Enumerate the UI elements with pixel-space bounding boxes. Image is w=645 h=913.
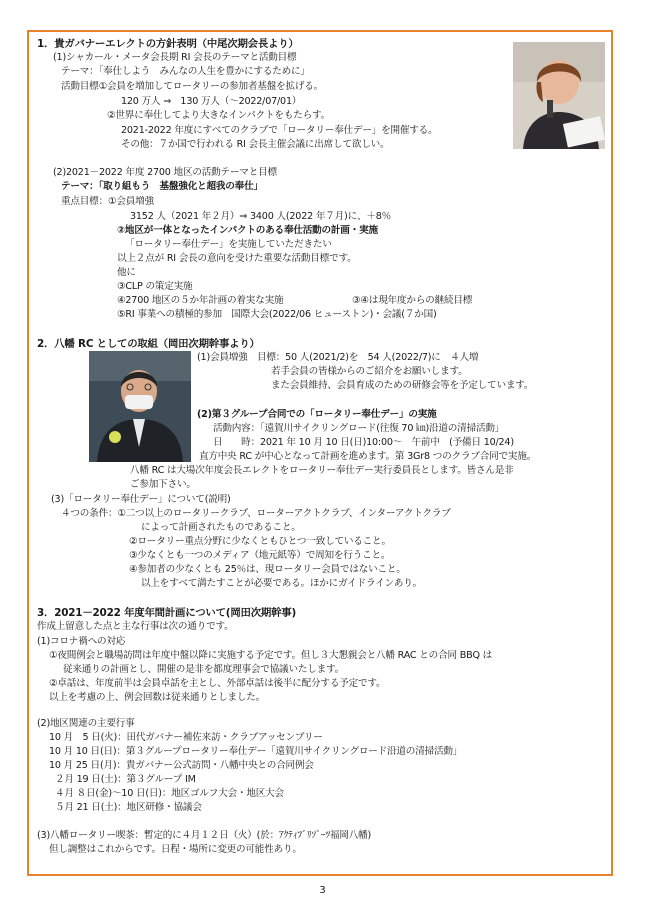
section1-title: 1．貴ガバナーエレクトの方針表明（中尾次期会長より） (37, 38, 299, 50)
section1-sub2-items-label: 重点目標：①会員増強 (61, 196, 154, 207)
section2-line10: (3)「ロータリー奉仕デー」について(説明) (51, 494, 231, 505)
section2-line11: ４つの条件：①二つ以上のロータリークラブ、ローターアクトクラブ、インターアクトクラブ (61, 508, 451, 519)
section1-sub2-item4: ④2700 地区の５か年計画の着実な実施 (117, 295, 284, 306)
section2-line7: 直方中央 RC が中心となって計画を進めます。第 3Gr8 つのクラブ合同で実施。 (199, 451, 537, 462)
section1-sub2-theme: テーマ：「取り組もう 基盤強化と超我の奉仕」 (61, 181, 263, 192)
speaker-photo-nakao (513, 42, 605, 149)
speaker-photo-okada (89, 351, 191, 462)
section2-line2: 若手会員の皆様からのご紹介をお願いします。 (271, 366, 468, 377)
section2-line8: 八幡 RC は大場次年度会長エレクトをロータリー奉仕デー実行委員長とします。皆さん是非 (130, 465, 514, 476)
section1-sub2-item4-note: ③④は現年度からの継続目標 (352, 295, 473, 306)
section2-line12: によって計画されたものであること。 (141, 522, 301, 533)
section1-sub2-other: 他に (117, 267, 136, 278)
section3-line6: 以上を考慮の上、例会回数は従来通りとしました。 (49, 692, 266, 703)
section3-title: 3．2021－2022 年度年間計画について(岡田次期幹事) (37, 607, 297, 619)
section1-sub1-goal2b: その他：７か国で行われる RI 会長主催会議に出席して欲しい。 (121, 139, 390, 150)
section1-sub2-item2a: 「ロータリー奉仕デー」を実施していただきたい (125, 239, 332, 250)
section3-event1: 10 月 5 日(火)：田代ガバナー補佐来訪・クラブアッセンブリー (49, 732, 323, 743)
section1-sub1-theme: テーマ：「奉仕しよう みんなの人生を豊かにするために」 (61, 66, 310, 77)
section1-sub1-numbers: 120 万人 ⇒ 130 万人（～2022/07/01） (121, 96, 302, 107)
section1-sub2-heading: (2)2021－2022 年度 2700 地区の活動テーマと目標 (53, 167, 277, 178)
section1-sub2-numbers: 3152 人（2021 年２月）⇒ 3400 人(2022 年７月)に、＋8％ (130, 211, 392, 222)
section1-sub2-item3: ③CLP の策定実施 (117, 281, 193, 292)
section2-line16: 以上をすべて満たすことが必要である。ほかにガイドラインあり。 (141, 578, 423, 589)
section3-line14: (3)八幡ロータリー喫茶：暫定的に４月１２日（火）(於：ｱｸﾃｨﾌﾞﾘｿﾞｰﾂ福岡八幡) (37, 830, 372, 841)
section3-line1: 作成上留意した点と主な行事は次の通りです。 (37, 621, 234, 632)
section2-line5: 活動内容：「遠賀川サイクリングロード(往復 70 ㎞)沿道の清掃活動」 (213, 423, 505, 434)
section3-line15: 但し調整はこれからです。日程・場所に変更の可能性あり。 (49, 844, 302, 855)
section2-line4: (2)第３グループ合同での「ロータリー奉仕デー」の実施 (197, 409, 437, 420)
section3-line7: (2)地区関連の主要行事 (37, 718, 135, 729)
section3-event3: 10 月 25 日(月)：貴ガバナー公式訪問・八幡中央との合同例会 (49, 760, 314, 771)
section1-sub2-item5: ⑤RI 事業への積極的参加 国際大会(2022/06 ヒューストン)・会議(７か国) (117, 309, 437, 320)
section2-line6: 日 時：2021 年 10 月 10 日(日)10:00～ 午前中 (予備日 10/24) (213, 437, 514, 448)
section1-sub2-item2: ②地区が一体となったインパクトのある奉仕活動の計画・実施 (117, 225, 378, 236)
section3-line5: ②卓話は、年度前半は会員卓話を主とし、外部卓話は後半に配分する予定です。 (49, 678, 386, 689)
page-number: 3 (319, 885, 326, 896)
section2-line9: ご参加下さい。 (130, 479, 196, 490)
section2-title: 2．八幡 RC としての取組（岡田次期幹事より） (37, 338, 260, 350)
section3-event2: 10 月 10 日(日)：第３グループロータリー奉仕デー「遠賀川サイクリングロード沿道の清掃活動」 (49, 746, 463, 757)
section3-event6: ５月 21 日(土)：地区研修・協議会 (55, 802, 202, 813)
section1-sub1-goal2a: 2021-2022 年度にすべてのクラブで「ロータリー奉仕デー」を開催する。 (121, 125, 438, 136)
section3-event5: ４月 ８日(金)～10 日(日)：地区ゴルフ大会・地区大会 (55, 788, 284, 799)
section3-event4: ２月 19 日(土)：第３グループ IM (55, 774, 196, 785)
section2-line13: ②ロータリー重点分野に少なくともひとつ一致していること。 (129, 536, 391, 547)
section1-sub2-note: 以上２点が RI 会長の意向を受けた重要な活動目標です。 (117, 253, 357, 264)
section2-line3: また会員維持、会員育成のための研修会等を予定しています。 (271, 380, 534, 391)
section2-line1: (1)会員増強 目標：50 人(2021/2)を 54 人(2022/7)に ４人増 (197, 352, 479, 363)
section3-line2: (1)コロナ禍への対応 (37, 636, 126, 647)
section3-line4: 従来通りの計画とし、開催の是非を都度理事会で協議いたします。 (63, 664, 345, 675)
section2-line14: ③少なくとも一つのメディア（地元紙等）で周知を行うこと。 (129, 550, 391, 561)
section1-sub1-goal1: 活動目標①会員を増加してロータリーの参加者基盤を拡げる。 (61, 81, 324, 92)
section1-sub1-goal2: ②世界に奉仕してより大きなインパクトをもたらす。 (107, 110, 331, 121)
section1-sub1-heading: (1)シャカール・メータ会長期 RI 会長のテーマと活動目標 (53, 52, 297, 63)
section2-line15: ④参加者の少なくとも 25％は、現ロータリー会員ではないこと。 (129, 564, 406, 575)
section3-line3: ①夜間例会と職場訪問は年度中盤以降に実施する予定です。但し３大懇親会と八幡 RAC との合同 BBQ は (49, 650, 493, 661)
